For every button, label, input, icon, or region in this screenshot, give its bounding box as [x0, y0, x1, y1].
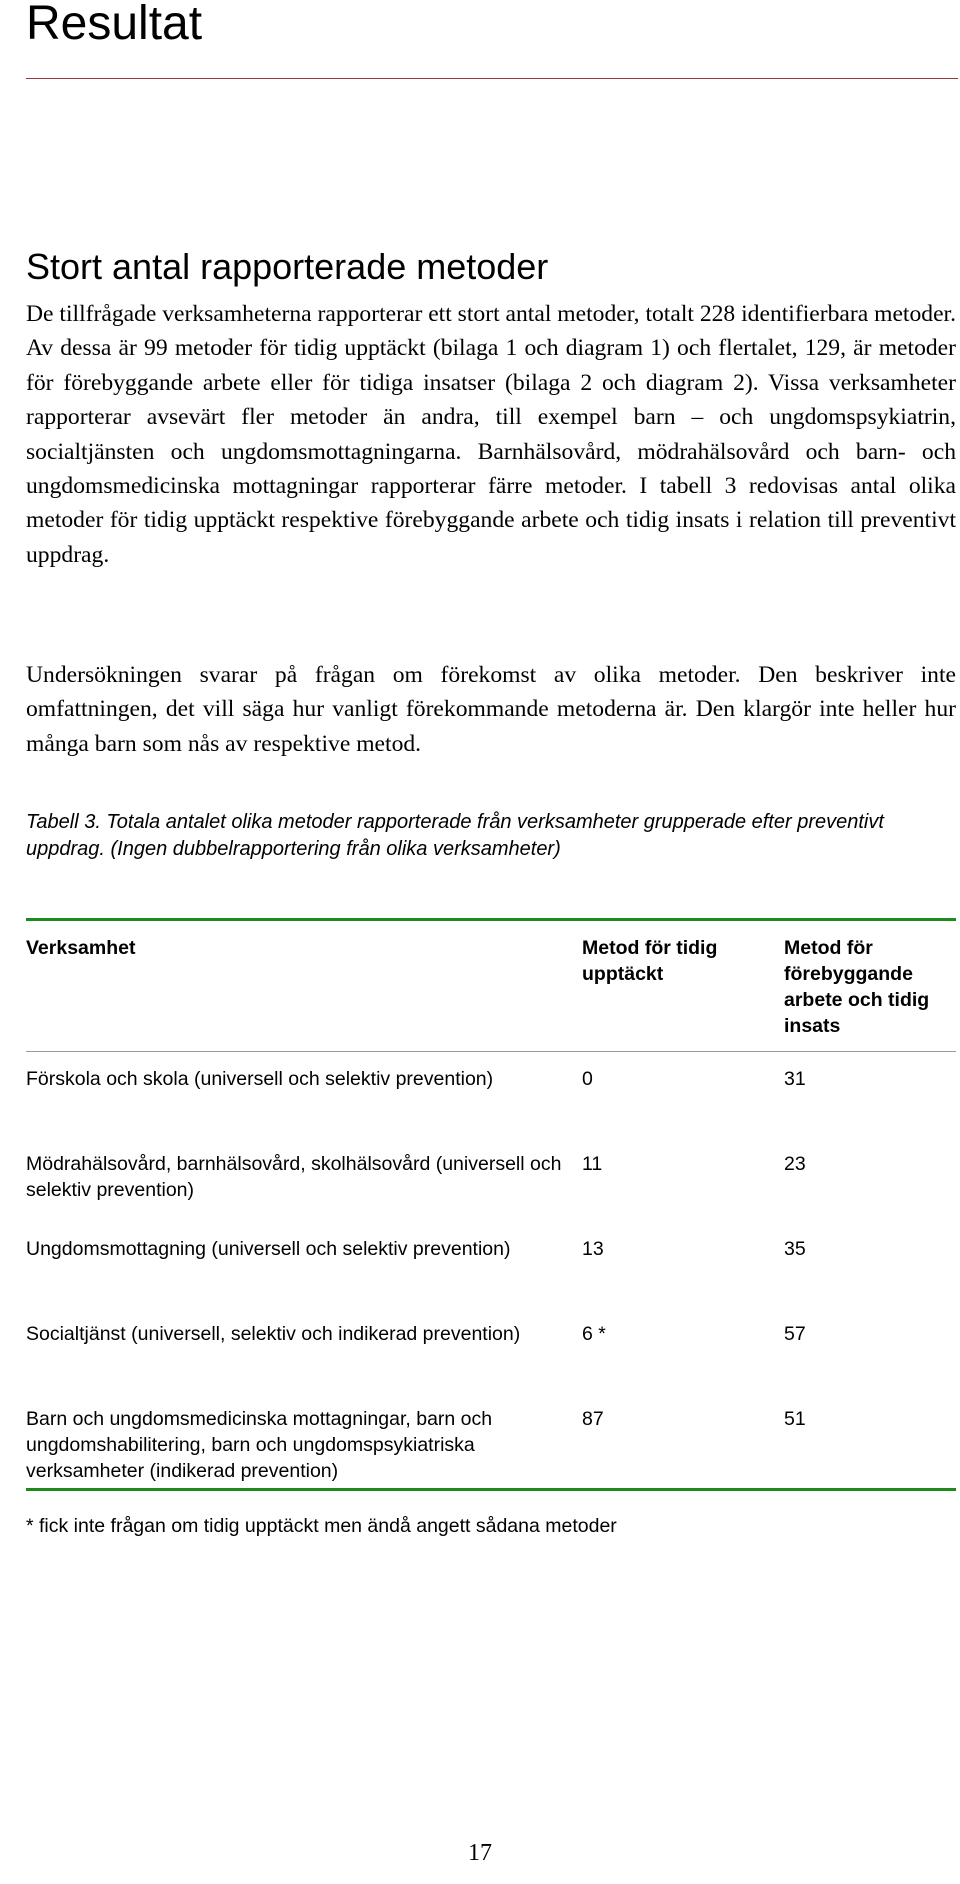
cell-prevention: 31 [784, 1068, 806, 1090]
table-bottom-rule [26, 1488, 956, 1491]
table-body [26, 1052, 956, 1488]
section-heading: Stort antal rapporterade metoder [26, 246, 549, 287]
table-header [26, 921, 956, 1051]
heading-divider [26, 78, 958, 79]
header-early-detection: Metod för tidig upptäckt [582, 937, 718, 985]
page-heading: Resultat [26, 0, 203, 50]
cell-prevention: 57 [784, 1323, 806, 1345]
cell-early-detection: 6 * [582, 1323, 606, 1345]
body-paragraph-1: De tillfrågade verksamheterna rapporterar ett stort antal metoder, totalt 228 identifierbara metoder. Av dessa är 99 metoder för tidig upptäckt (bilaga 1 och diagram 1) och flertalet, 129, är metoder för förebyggande arbete eller för tidiga insatser (bilaga 2 och diagram 2). Vissa verksamheter rapporterar avsevärt fler metoder än andra, till exempel barn – och ungdomspsykiatrin, socialtjänsten och ungdomsmottagningarna. Barnhälsovård, mödrahälsovård och barn- och ungdomsmedicinska mottagningar rapporterar färre metoder. I tabell 3 redovisas antal olika metoder för tidig upptäckt respektive förebyggande arbete och tidig insats i relation till preventivt uppdrag. [26, 301, 956, 568]
cell-organization: Barn och ungdomsmedicinska mottagningar, barn och ungdomshabilitering, barn och ungdomspsykiatriska verksamheter (indikerad prevention) [26, 1408, 493, 1482]
methods-table [26, 918, 956, 1491]
cell-prevention: 35 [784, 1238, 806, 1260]
table-caption: Tabell 3. Totala antalet olika metoder rapporterade från verksamheter grupperade efter preventivt uppdrag. (Ingen dubbelrapportering från olika verksamheter) [26, 811, 884, 860]
cell-prevention: 23 [784, 1153, 806, 1175]
cell-organization: Socialtjänst (universell, selektiv och indikerad prevention) [26, 1323, 521, 1345]
table-footnote: * fick inte frågan om tidig upptäckt men ändå angett sådana metoder [26, 1515, 617, 1537]
cell-prevention: 51 [784, 1408, 806, 1430]
header-organization: Verksamhet [26, 937, 136, 959]
cell-early-detection: 11 [582, 1153, 603, 1175]
cell-early-detection: 87 [582, 1408, 604, 1430]
body-paragraph-2: Undersökningen svarar på frågan om förekomst av olika metoder. Den beskriver inte omfattningen, det vill säga hur vanligt förekommande metoderna är. Den klargör inte heller hur många barn som nås av respektive metod. [26, 662, 956, 757]
cell-early-detection: 0 [582, 1068, 593, 1090]
cell-organization: Mödrahälsovård, barnhälsovård, skolhälsovård (universell och selektiv prevention) [26, 1153, 562, 1201]
page-number: 17 [468, 1840, 492, 1866]
cell-early-detection: 13 [582, 1238, 604, 1260]
header-prevention: Metod för förebyggande arbete och tidig insats [784, 937, 930, 1037]
cell-organization: Förskola och skola (universell och selektiv prevention) [26, 1068, 494, 1090]
cell-organization: Ungdomsmottagning (universell och selektiv prevention) [26, 1238, 511, 1260]
